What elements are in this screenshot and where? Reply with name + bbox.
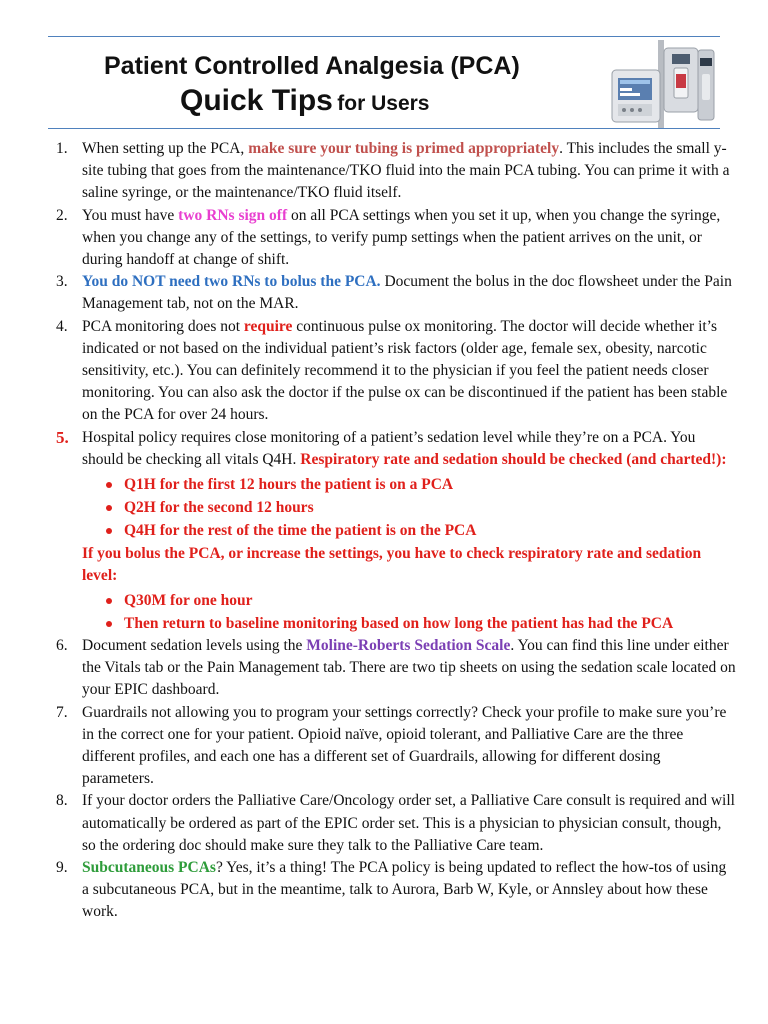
- tip-number: 8.: [56, 792, 68, 810]
- tip-highlight: You do NOT need two RNs to bolus the PCA.: [82, 273, 381, 291]
- tip-number: 2.: [56, 206, 68, 224]
- list-item-text: Q4H for the rest of the time the patient is on the PCA: [124, 522, 477, 540]
- bullet-icon: [106, 528, 112, 534]
- list-item-text: Q30M for one hour: [124, 592, 253, 610]
- page-title: Patient Controlled Analgesia (PCA): [104, 52, 520, 80]
- tip-text-rest: Document the bolus in the doc flowsheet under the Pain Management tab, not on the MAR.: [82, 273, 732, 313]
- tip-1: [56, 138, 736, 205]
- tip-2: [56, 205, 736, 272]
- tip-highlight: make sure your tubing is primed appropriately: [248, 140, 560, 157]
- tip-text-rest: . This includes the small y-site tubing that goes from the maintenance/TKO fluid into the main PCA tubing. You can prime it with a saline syringe, or the maintenance/TKO fluid itself.: [82, 140, 730, 202]
- tip-number: 7.: [56, 703, 68, 721]
- list-item-text: Q1H for the first 12 hours the patient is on a PCA: [124, 476, 454, 494]
- tip-4: [56, 316, 736, 427]
- bullet-icon: [106, 598, 112, 604]
- bolus-check-list: [82, 589, 736, 635]
- list-item-text: Then return to baseline monitoring based on how long the patient has had the PCA: [124, 615, 674, 633]
- tip-highlight: Moline-Roberts Sedation Scale: [306, 637, 511, 655]
- tip-text-rest: continuous pulse ox monitoring. The doctor will decide whether it’s indicated or not based on the individual patient’s risk factors (older age, female sex, obesity, narcotic sensitivity, etc.). You can definitely recommend it to the physician if you feel the patient needs closer monitoring. You can also ask the doctor if the pulse ox can be discontinued if the patient has been stable on the PCA for over 24 hours.: [82, 317, 728, 424]
- tip-text: When setting up the PCA,: [82, 140, 249, 157]
- check-frequency-list: [82, 473, 736, 542]
- tip-number: 6.: [56, 637, 68, 655]
- tip-3: [56, 271, 736, 315]
- subtitle-quick-tips: Quick Tips: [180, 84, 333, 117]
- tip-text: PCA monitoring does not: [82, 317, 244, 335]
- header-rule: [48, 128, 720, 129]
- tip-text-rest: on all PCA settings when you set it up, when you change the syringe, when you change any of the settings, to verify pump settings when the patient arrives on the unit, or during handoff at change of shift.: [82, 206, 721, 269]
- tip-text: If your doctor orders the Palliative Care/Oncology order set, a Palliative Care consult is required and will automatically be ordered as part of the EPIC order set. This is a physician to physician consult, though, so the ordering doc should make sure they talk to the Palliative Care team.: [82, 792, 735, 854]
- tip-text: Guardrails not allowing you to program your settings correctly? Check your profile to make sure you’re in the correct one for your patient. Opioid naïve, opioid tolerant, and Palliative Care are the three different profiles, and each one has a different set of Guardrails, allowing for different dosing parameters.: [82, 703, 727, 788]
- tip-6: [56, 635, 736, 702]
- tip-7: [56, 702, 736, 791]
- tips-list: [56, 138, 736, 924]
- bolus-subheading: If you bolus the PCA, or increase the settings, you have to check respiratory rate and sedation level:: [82, 545, 702, 585]
- tip-text: Document sedation levels using the: [82, 637, 307, 655]
- tip-5: [56, 427, 736, 635]
- page-subtitle: [180, 84, 429, 118]
- list-item: [104, 473, 736, 496]
- tip-number: 1.: [56, 140, 68, 157]
- tip-text-rest: ? Yes, it’s a thing! The PCA policy is being updated to reflect the how-tos of using a subcutaneous PCA, but in the meantime, talk to Aurora, Barb W, Kyle, or Annsley about how these work.: [82, 859, 727, 921]
- list-item: [104, 496, 736, 519]
- tip-highlight: two RNs sign off: [178, 206, 288, 224]
- tip-highlight: Respiratory rate and sedation should be checked (and charted!):: [300, 450, 727, 468]
- tip-8: [56, 790, 736, 857]
- tip-text: You must have: [82, 206, 179, 224]
- tip-number: 4.: [56, 317, 68, 335]
- list-item: [104, 519, 736, 542]
- list-item: [104, 589, 736, 612]
- tip-text: Hospital policy requires close monitoring of a patient’s sedation level while they’re on a PCA. You should be checking all vitals Q4H.: [82, 428, 696, 468]
- tip-9: [56, 857, 736, 924]
- subtitle-for-users: for Users: [337, 92, 430, 115]
- tip-text-rest: . You can find this line under either the Vitals tab or the Pain Management tab. There are two tip sheets on using the sedation scale located on your EPIC dashboard.: [82, 637, 736, 699]
- tip-highlight: Subcutaneous PCAs: [82, 859, 216, 877]
- tip-number: 9.: [56, 859, 68, 877]
- pca-infusion-pump-icon: [600, 40, 718, 128]
- tip-number: 5.: [56, 427, 69, 447]
- tip-highlight: require: [243, 317, 293, 335]
- list-item: [104, 612, 736, 635]
- bullet-icon: [106, 482, 112, 488]
- tip-number: 3.: [56, 273, 68, 291]
- list-item-text: Q2H for the second 12 hours: [124, 499, 314, 517]
- bullet-icon: [106, 621, 112, 627]
- top-rule: [48, 36, 720, 37]
- bullet-icon: [106, 505, 112, 511]
